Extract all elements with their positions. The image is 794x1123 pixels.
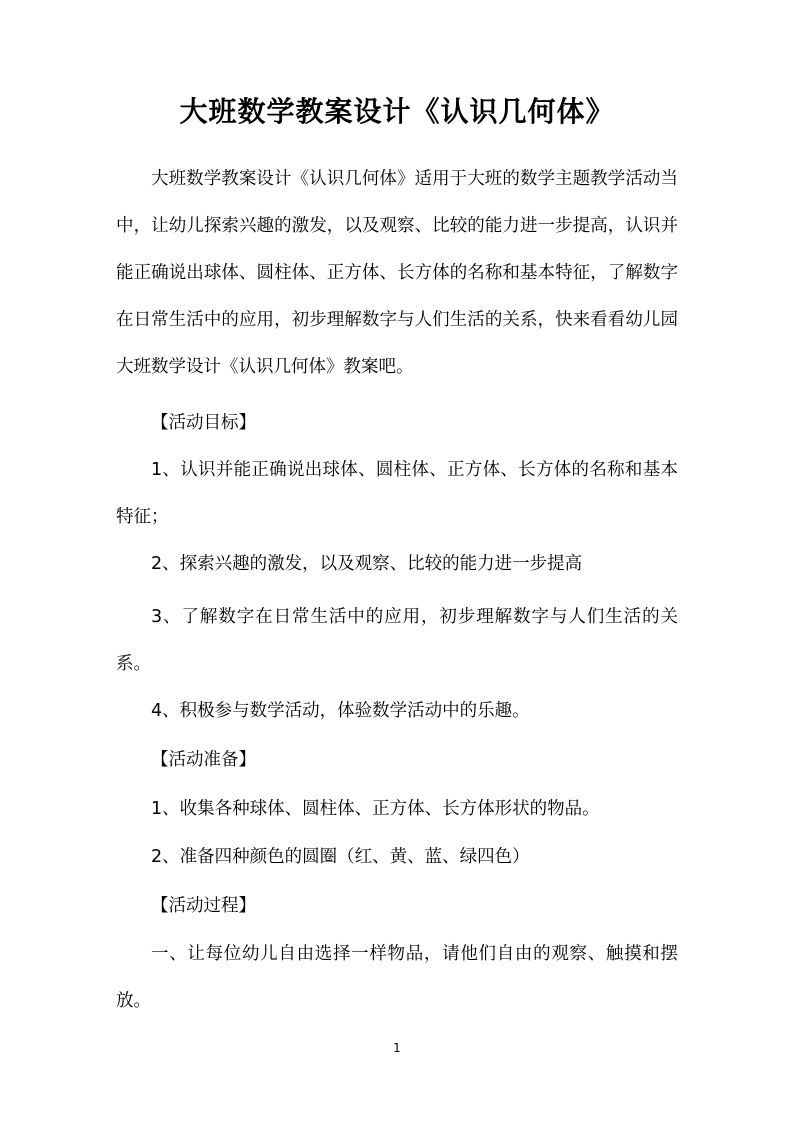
prep-item-2: 2、准备四种颜色的圆圈（红、黄、蓝、绿四色） (151, 847, 530, 867)
goal-item-1: 1、认识并能正确说出球体、圆柱体、正方体、长方体的名称和基本特征； (116, 460, 678, 527)
intro-paragraph: 大班数学教案设计《认识几何体》适用于大班的数学主题教学活动当中，让幼儿探索兴趣的激发，以及观察、比较的能力进一步提高，认识并能正确说出球体、圆柱体、正方体、长方体的名称和基本特征，了解数字在日常生活中的应用，初步理解数字与人们生活的关系，快来看看幼儿园大班数学设计《认识几何体》教案吧。 (116, 169, 678, 377)
prep-item-1: 1、收集各种球体、圆柱体、正方体、长方体形状的物品。 (151, 799, 600, 819)
prep-heading: 【活动准备】 (151, 750, 256, 770)
goal-item-4: 4、积极参与数学活动，体验数学活动中的乐趣。 (151, 701, 530, 721)
goal-item-2: 2、探索兴趣的激发，以及观察、比较的能力进一步提高 (151, 554, 583, 574)
page-number: 1 (393, 1041, 401, 1055)
process-item-1: 一、让每位幼儿自由选择一样物品，请他们自由的观察、触摸和摆放。 (116, 944, 678, 1011)
goal-item-3: 3、了解数字在日常生活中的应用，初步理解数字与人们生活的关系。 (116, 607, 678, 674)
document-title: 大班数学教案设计《认识几何体》 (179, 95, 615, 128)
goals-heading: 【活动目标】 (151, 413, 256, 433)
process-heading: 【活动过程】 (151, 896, 256, 916)
